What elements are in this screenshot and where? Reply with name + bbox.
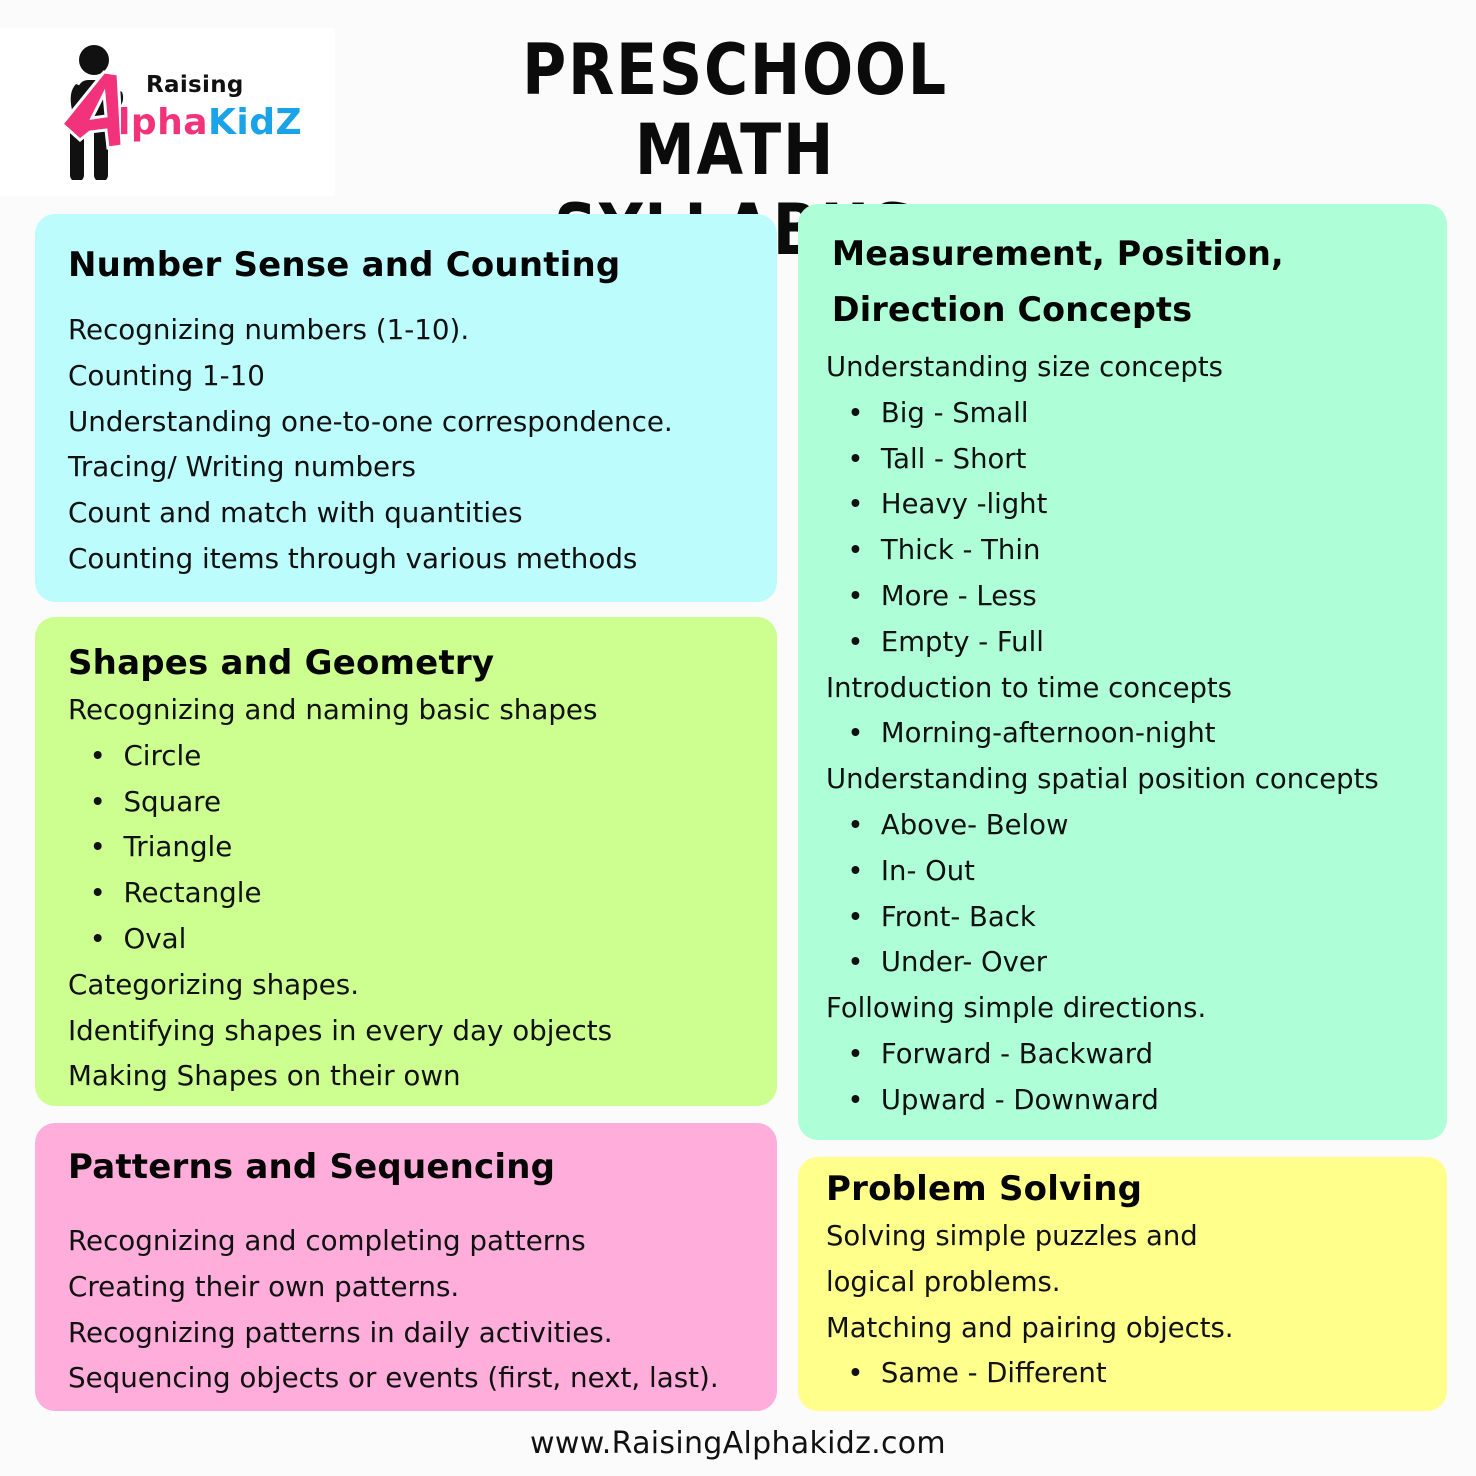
bullet-text: Same - Different bbox=[880, 1356, 1107, 1390]
bullet-item bbox=[826, 802, 1435, 848]
card-heading: Number Sense and Counting bbox=[68, 245, 621, 285]
card-heading: Problem Solving bbox=[826, 1169, 1143, 1209]
group-label: Understanding spatial position concepts bbox=[826, 762, 1379, 796]
bullet-text: Thick - Thin bbox=[880, 533, 1041, 567]
bullet-icon bbox=[852, 408, 860, 416]
bullet-text: Forward - Backward bbox=[880, 1036, 1154, 1070]
logo-alpha-rest: lpha bbox=[118, 102, 209, 143]
bullet-item bbox=[826, 1350, 1435, 1396]
bullet-icon bbox=[852, 1049, 860, 1057]
bullet-text: Square bbox=[123, 784, 222, 818]
bullet-icon bbox=[852, 728, 860, 736]
bullet-text: Rectangle bbox=[123, 876, 262, 910]
bullet-item bbox=[826, 390, 1435, 436]
list-item: Creating their own patterns. bbox=[68, 1269, 460, 1303]
bullet-icon bbox=[852, 866, 860, 874]
bullet-item bbox=[68, 824, 770, 870]
bullet-item bbox=[68, 916, 770, 962]
bullet-item bbox=[68, 733, 770, 779]
bullet-item bbox=[826, 1077, 1435, 1123]
bullet-icon bbox=[852, 499, 860, 507]
list-item: Identifying shapes in every day objects bbox=[68, 1013, 613, 1047]
card-heading: Patterns and Sequencing bbox=[68, 1147, 556, 1187]
bullet-text: Morning-afternoon-night bbox=[880, 716, 1216, 750]
card-number-sense bbox=[35, 214, 777, 602]
list-item: Counting items through various methods bbox=[68, 541, 638, 575]
bullet-icon bbox=[94, 797, 102, 805]
list-item: Counting 1-10 bbox=[68, 358, 265, 392]
bullet-item bbox=[826, 619, 1435, 665]
bullet-text: Front- Back bbox=[880, 899, 1036, 933]
list-item: Understanding one-to-one correspondence. bbox=[68, 404, 673, 438]
bullet-text: Big - Small bbox=[880, 395, 1029, 429]
bullet-item bbox=[826, 527, 1435, 573]
bullet-icon bbox=[852, 1095, 860, 1103]
bullet-icon bbox=[94, 888, 102, 896]
bullet-icon bbox=[852, 912, 860, 920]
card-problem-solving bbox=[798, 1157, 1447, 1411]
group-label: Following simple directions. bbox=[826, 991, 1207, 1025]
logo-alphakidz-text bbox=[118, 102, 302, 143]
card-shapes-geometry bbox=[35, 617, 777, 1106]
group-label: Understanding size concepts bbox=[826, 350, 1223, 383]
list-item: Recognizing numbers (1-10). bbox=[68, 313, 470, 346]
bullet-item bbox=[68, 779, 770, 825]
bullet-text: Upward - Downward bbox=[880, 1082, 1159, 1116]
card-measurement-position-direction bbox=[798, 204, 1447, 1140]
card-patterns-sequencing bbox=[35, 1123, 777, 1411]
title-line-1: PRESCHOOL MATH bbox=[522, 29, 948, 191]
card-heading-line-1: Measurement, Position, bbox=[831, 234, 1284, 274]
bullet-item bbox=[826, 436, 1435, 482]
footer-website-link[interactable]: www.RaisingAlphakidz.com bbox=[530, 1426, 946, 1461]
bullet-item bbox=[826, 939, 1435, 985]
list-item: Count and match with quantities bbox=[68, 496, 523, 530]
list-item: Solving simple puzzles and bbox=[826, 1219, 1198, 1252]
bullet-item bbox=[826, 573, 1435, 619]
group-label: Introduction to time concepts bbox=[826, 670, 1233, 704]
bullet-icon bbox=[852, 637, 860, 645]
bullet-text: Heavy -light bbox=[880, 487, 1048, 521]
bullet-text: Tall - Short bbox=[880, 441, 1027, 475]
bullet-icon bbox=[94, 934, 102, 942]
bullet-text: More - Less bbox=[880, 578, 1037, 612]
bullet-item bbox=[68, 870, 770, 916]
bullet-text: Triangle bbox=[123, 830, 233, 864]
bullet-text: In- Out bbox=[880, 853, 975, 887]
list-item: Recognizing and completing patterns bbox=[68, 1224, 586, 1257]
list-item: Recognizing patterns in daily activities. bbox=[68, 1315, 613, 1349]
logo bbox=[0, 28, 335, 196]
list-item: Recognizing and naming basic shapes bbox=[68, 693, 598, 726]
bullet-item bbox=[826, 481, 1435, 527]
bullet-text: Circle bbox=[123, 738, 202, 772]
bullet-icon bbox=[94, 842, 102, 850]
list-item: Matching and pairing objects. bbox=[826, 1310, 1234, 1344]
list-item: Making Shapes on their own bbox=[68, 1059, 461, 1093]
card-heading-line-2: Direction Concepts bbox=[831, 290, 1193, 330]
card-heading bbox=[826, 204, 1447, 338]
bullet-icon bbox=[852, 454, 860, 462]
list-item: logical problems. bbox=[826, 1264, 1061, 1298]
bullet-text: Under- Over bbox=[880, 945, 1048, 979]
card-heading: Shapes and Geometry bbox=[68, 643, 495, 683]
bullet-icon bbox=[852, 1368, 860, 1376]
bullet-item bbox=[826, 1031, 1435, 1077]
bullet-item bbox=[826, 848, 1435, 894]
logo-raising-text: Raising bbox=[146, 72, 244, 98]
bullet-icon bbox=[852, 820, 860, 828]
bullet-icon bbox=[852, 591, 860, 599]
list-item: Categorizing shapes. bbox=[68, 967, 360, 1001]
bullet-icon bbox=[94, 751, 102, 759]
list-item: Tracing/ Writing numbers bbox=[68, 450, 416, 484]
list-item: Sequencing objects or events (first, next, last). bbox=[68, 1361, 719, 1395]
bullet-text: Oval bbox=[123, 921, 187, 955]
bullet-icon bbox=[852, 545, 860, 553]
bullet-text: Empty - Full bbox=[880, 624, 1044, 658]
bullet-item bbox=[826, 710, 1435, 756]
logo-kidz: KidZ bbox=[208, 102, 303, 143]
bullet-text: Above- Below bbox=[880, 807, 1069, 841]
bullet-icon bbox=[852, 957, 860, 965]
bullet-item bbox=[826, 894, 1435, 940]
